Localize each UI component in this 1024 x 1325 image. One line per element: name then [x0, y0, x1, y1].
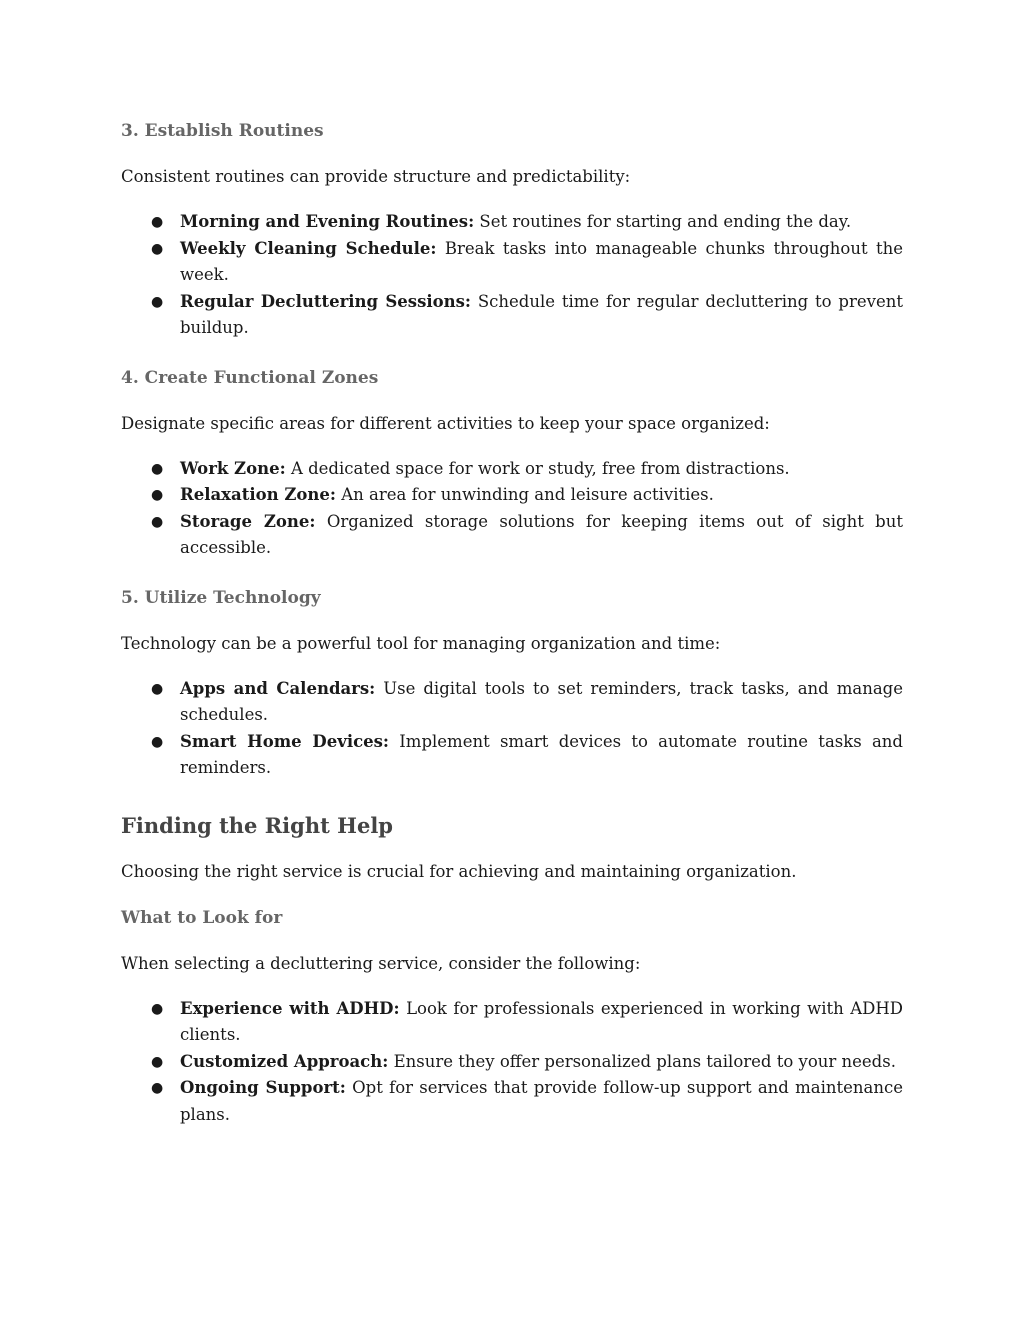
- list-item: [121, 1049, 903, 1076]
- item-term: Experience with ADHD:: [180, 998, 400, 1018]
- item-term: Ongoing Support:: [180, 1078, 346, 1097]
- section-intro: Technology can be a powerful tool for managing organization and time:: [121, 633, 721, 653]
- item-term: Work Zone:: [180, 458, 286, 478]
- section-heading: 3. Establish Routines: [121, 121, 324, 141]
- bullet-icon: ●: [151, 293, 164, 310]
- subsection-heading: What to Look for: [121, 907, 283, 928]
- list-item: [121, 996, 903, 1049]
- item-term: Smart Home Devices:: [180, 731, 390, 751]
- section-heading: 4. Create Functional Zones: [121, 367, 379, 388]
- list-item: [121, 456, 903, 483]
- item-text: A dedicated space for work or study, free from distractions.: [285, 458, 790, 478]
- list-item: [121, 676, 903, 729]
- section-heading: 5. Utilize Technology: [121, 587, 321, 608]
- bullet-list: [121, 456, 903, 562]
- section-finding-help: [121, 810, 903, 1129]
- item-term: Morning and Evening Routines:: [180, 212, 475, 231]
- item-text: Set routines for starting and ending the day.: [474, 212, 852, 231]
- bullet-icon: ●: [151, 214, 164, 230]
- section-utilize-technology: [121, 584, 903, 782]
- list-item: [121, 509, 903, 562]
- bullet-list: [121, 209, 903, 342]
- section-intro: Designate specific areas for different activities to keep your space organized:: [121, 413, 770, 433]
- item-text: An area for unwinding and leisure activities.: [335, 485, 714, 504]
- list-item: [121, 1075, 903, 1128]
- item-text: Look for professionals experienced in working with ADHD clients.: [180, 998, 903, 1044]
- bullet-icon: ●: [151, 1053, 164, 1070]
- bullet-icon: ●: [151, 460, 164, 477]
- item-term: Relaxation Zone:: [180, 485, 336, 504]
- item-term: Storage Zone:: [180, 511, 316, 531]
- section-establish-routines: [121, 117, 903, 342]
- item-text: Opt for services that provide follow-up support and maintenance plans.: [180, 1078, 904, 1124]
- list-item: [121, 236, 903, 289]
- document-content: [121, 117, 903, 1128]
- bullet-icon: ●: [151, 487, 164, 503]
- item-term: Customized Approach:: [180, 1051, 389, 1071]
- item-text: Organized storage solutions for keeping items out of sight but accessible.: [180, 511, 904, 557]
- item-term: Apps and Calendars:: [180, 678, 376, 698]
- section-functional-zones: [121, 364, 903, 562]
- section-intro: Consistent routines can provide structure and predictability:: [121, 167, 631, 186]
- list-item: [121, 289, 903, 342]
- bullet-list: [121, 996, 903, 1129]
- bullet-icon: ●: [151, 513, 164, 530]
- bullet-icon: ●: [151, 1000, 164, 1017]
- item-text: Use digital tools to set reminders, track tasks, and manage schedules.: [180, 678, 903, 724]
- bullet-icon: ●: [151, 733, 164, 750]
- item-term: Regular Decluttering Sessions:: [180, 291, 472, 311]
- item-text: Implement smart devices to automate routine tasks and reminders.: [180, 731, 903, 777]
- bullet-icon: ●: [151, 1080, 164, 1096]
- page-section-title: Finding the Right Help: [121, 812, 393, 838]
- bullet-list: [121, 676, 903, 782]
- item-text: Break tasks into manageable chunks throughout the week.: [180, 238, 903, 284]
- list-item: [121, 729, 903, 782]
- bullet-icon: ●: [151, 680, 164, 697]
- bullet-icon: ●: [151, 240, 164, 257]
- list-item: [121, 482, 903, 509]
- item-text: Schedule time for regular decluttering to prevent buildup.: [180, 291, 903, 337]
- item-term: Weekly Cleaning Schedule:: [180, 238, 437, 258]
- list-item: [121, 209, 903, 236]
- item-text: Ensure they offer personalized plans tailored to your needs.: [388, 1051, 896, 1071]
- section-intro: Choosing the right service is crucial for achieving and maintaining organization.: [121, 861, 797, 881]
- subsection-intro: When selecting a decluttering service, consider the following:: [121, 953, 641, 973]
